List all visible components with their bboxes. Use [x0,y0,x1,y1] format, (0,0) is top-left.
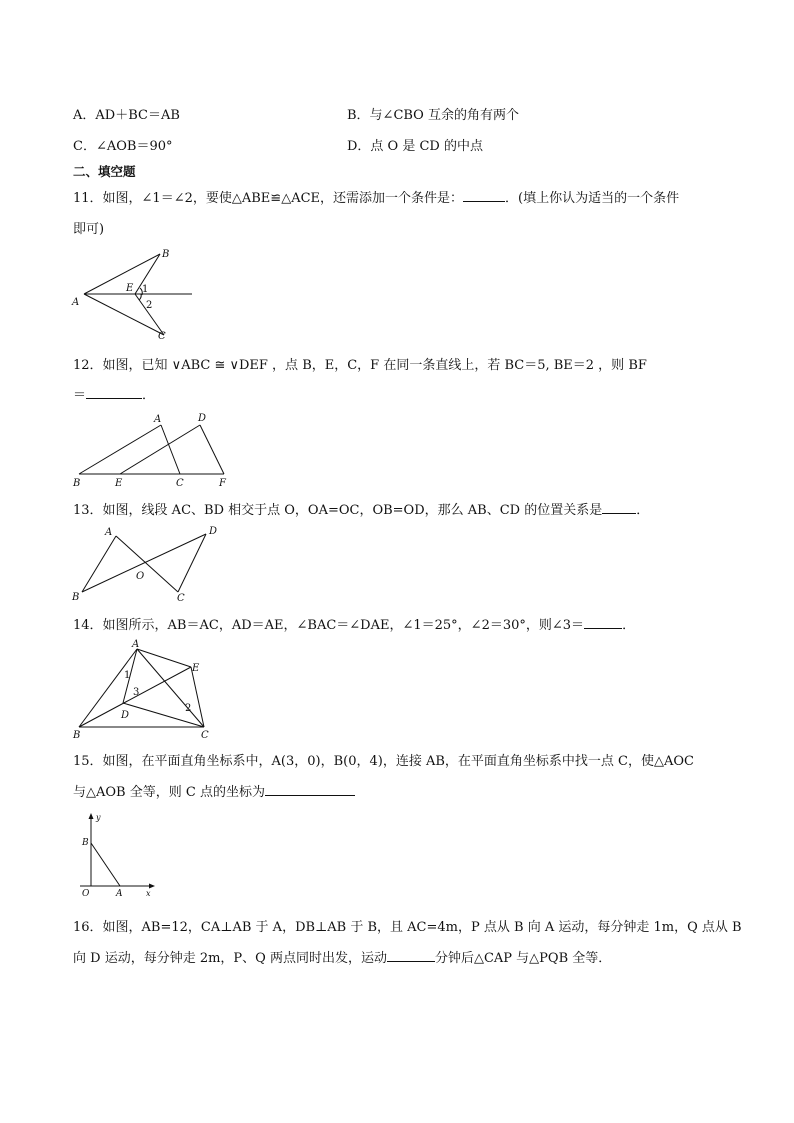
q15-label-b: B [82,838,89,848]
q14-line-ec [191,667,204,727]
question-11-answer-blank[interactable] [463,188,505,202]
q14-line-ac [137,649,204,727]
q15-label-o: O [82,889,90,899]
question-14-text-before: 14．如图所示，AB＝AC，AD＝AE，∠BAC＝∠DAE，∠1＝25°，∠2＝30°，则∠3＝ [73,618,585,633]
q14-line-dc [123,703,204,727]
q15-label-y: y [96,813,101,822]
question-15-text: 与△AOB 全等，则 C 点的坐标为 [73,785,265,800]
q13-line-cd [178,534,206,592]
option-c: C．∠AOB＝90° [73,139,173,154]
q13-label-d: D [209,526,218,537]
option-a: A．AD＋BC＝AB [73,108,180,123]
question-15-line-2 [73,781,355,800]
question-12-line-1: 12．如图，已知 ∨ABC ≅ ∨DEF ，点 B，E，C，F 在同一条直线上，若 BC＝5, BE＝2 ，则 BF [73,358,647,373]
question-12-text-after: ． [142,388,156,403]
question-16-text-after: 分钟后△CAP 与△PQB 全等． [434,951,612,966]
q14-label-1: 1 [124,670,131,681]
question-11-figure [70,248,200,343]
question-13-text-after: ． [636,503,650,518]
question-11-text-before: 11．如图，∠1＝∠2，要使△ABE≌△ACE，还需添加一个条件是： [73,191,464,206]
question-14-figure [68,636,218,742]
q13-label-b: B [72,592,80,603]
q13-label-c: C [177,593,185,604]
q11-line-ab [84,254,160,294]
q12-line-ed [120,425,200,474]
q14-label-c: C [201,730,209,741]
q14-label-e: E [192,663,200,674]
q11-label-c: C [158,331,166,342]
question-12-answer-blank[interactable] [86,385,142,399]
q12-line-ba [79,425,161,474]
q12-label-f: F [219,478,226,488]
q13-line-bd [82,534,206,592]
question-11-line-2: 即可) [73,222,105,237]
q12-line-ac [161,425,180,474]
question-13-figure [68,520,228,604]
q11-label-2: 2 [146,300,153,311]
q12-label-c: C [176,478,184,488]
q13-line-ac [116,536,178,592]
question-15-figure [70,810,160,900]
question-11-text-after: ．(填上你认为适当的一个条件 [505,191,680,206]
q13-label-o: O [136,571,145,582]
question-13-line [73,499,649,518]
question-13-text-before: 13．如图，线段 AC、BD 相交于点 O，OA=OC，OB=OD，那么 AB、CD 的位置关系是 [73,503,603,518]
question-16-answer-blank[interactable] [387,948,435,962]
q11-angle-2-arc [139,294,141,300]
section-heading: 二、填空题 [73,164,136,179]
q15-y-arrow [89,813,94,819]
question-14-line [73,614,635,633]
q13-label-a: A [105,527,113,538]
q11-label-a: A [72,297,80,308]
question-16-line-1: 16．如图，AB=12，CA⊥AB 于 A，DB⊥AB 于 B，且 AC=4m，P 点从 B 向 A 运动，每分钟走 1m，Q 点从 B [73,920,742,935]
q12-line-df [200,425,224,474]
q11-label-e: E [126,283,134,294]
question-12-figure [70,410,240,488]
q11-label-b: B [162,249,170,260]
question-15-line-1: 15．如图，在平面直角坐标系中，A(3，0)，B(0，4)，连接 AB，在平面直角坐标系中找一点 C，使△AOC [73,754,694,769]
question-14-text-after: ． [622,618,636,633]
q14-label-2: 2 [185,703,192,714]
question-14-answer-blank[interactable] [584,615,622,629]
question-11-line-1 [73,187,679,206]
q12-label-a: A [154,414,162,425]
q12-label-e: E [115,478,123,488]
q15-label-x: x [146,889,151,898]
q15-x-arrow [149,884,155,889]
q11-label-1: 1 [142,284,149,295]
option-d: D．点 O 是 CD 的中点 [347,139,483,154]
q14-label-3: 3 [133,687,140,698]
question-12-text-before: ＝ [73,388,87,403]
question-12-line-2 [73,384,155,403]
q15-label-a: A [116,889,123,899]
q12-label-d: D [198,413,207,424]
q14-label-a: A [132,639,140,650]
q12-label-b: B [73,478,81,488]
q15-line-ab [91,843,120,886]
q14-label-d: D [121,710,130,721]
question-16-text-before: 向 D 运动，每分钟走 2m，P、Q 两点同时出发，运动 [73,951,387,966]
option-b: B．与∠CBO 互余的角有两个 [347,108,519,123]
question-15-answer-blank[interactable] [265,782,355,796]
question-16-line-2 [73,947,611,966]
question-13-answer-blank[interactable] [602,500,636,514]
q14-label-b: B [73,730,81,741]
